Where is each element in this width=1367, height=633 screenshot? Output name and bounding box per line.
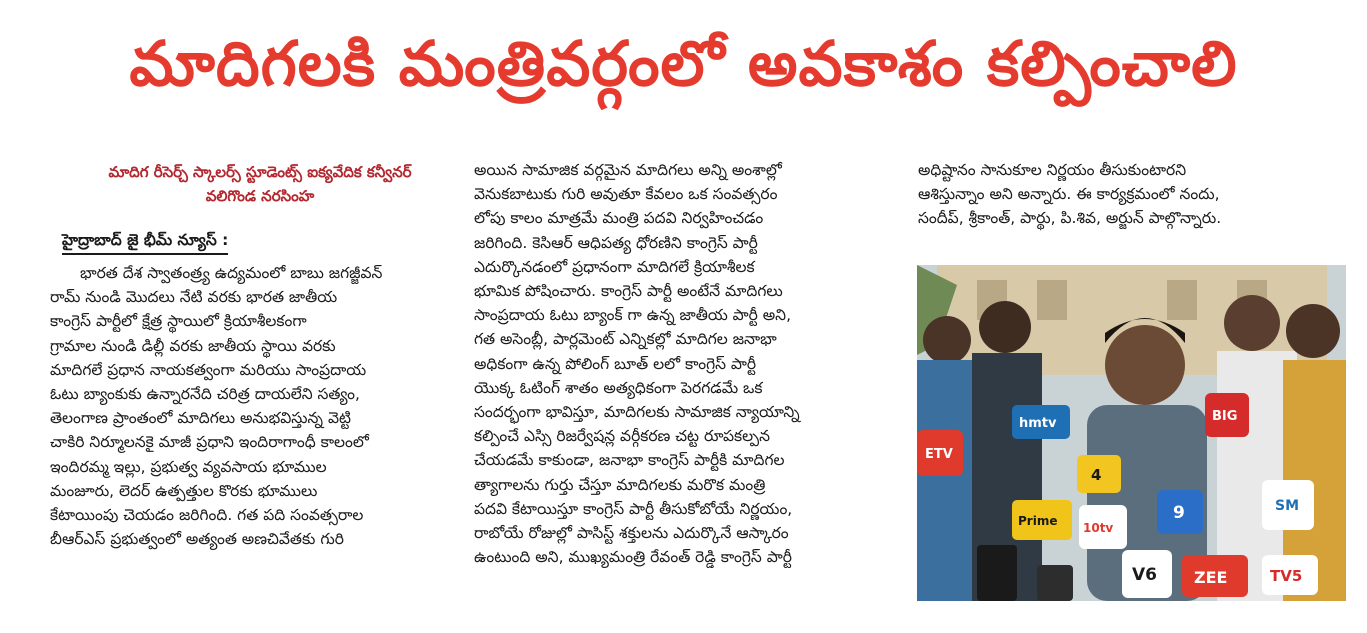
text-line: జరిగింది. కెసిఆర్ ఆధిపత్య ధోరణిని కాంగ్రెస్ పార్టీ <box>474 233 758 252</box>
mic-label-hmtv: hmtv <box>1019 416 1057 431</box>
column-3 <box>918 158 1358 231</box>
text-line: లోపు కాలం మాత్రమే మంత్రి పదవి నిర్వహించడం <box>474 209 764 228</box>
text-line: ఆశిస్తున్నాం అని అన్నారు. ఈ కార్యక్రమంలో నందు, <box>918 185 1220 204</box>
headline: మాదిగలకి మంత్రివర్గంలో అవకాశం కల్పించాలి <box>129 27 1238 100</box>
mic-label-sm: SM <box>1275 498 1300 514</box>
text-line: గత అసెంబ్లీ, పార్లమెంట్ ఎన్నికల్లో మాదిగల జనాభా <box>474 330 777 349</box>
person-head <box>1224 295 1280 351</box>
photo-window <box>1037 280 1067 320</box>
mic-label-10tv: 10tv <box>1083 521 1114 535</box>
mic-label-9: 9 <box>1173 503 1185 523</box>
text-line: బీఆర్ఎస్ ప్రభుత్వంలో అత్యంత అణచివేతకు గురి <box>50 530 344 549</box>
text-line: ఎదుర్కొనడంలో ప్రధానంగా మాదిగలే క్రియాశీలక <box>474 257 755 276</box>
text-line: చేయడమే కాకుండా, జనాభా కాంగ్రెస్ పార్టీకి మాదిగల <box>474 451 785 470</box>
text-line: గ్రామాల నుండి డిల్లీ వరకు జాతీయ స్థాయి వరకు <box>50 336 336 355</box>
text-line: సందర్భంగా భావిస్తూ, మాదిగలకు సామాజిక న్యాయాన్ని <box>474 403 800 422</box>
column-1-body <box>50 261 470 551</box>
mic-label-v6: V6 <box>1132 565 1157 585</box>
text-line: సందీప్, శ్రీకాంత్, పార్థు, పి.శివ, అర్జున్ పాల్గొన్నారు. <box>918 209 1222 228</box>
person-head <box>923 316 971 364</box>
text-line: ఓటు బ్యాంకుకు ఉన్నారనేది చరిత్ర దాయలేని సత్యం, <box>50 385 360 404</box>
mic-label-zee: ZEE <box>1194 568 1228 587</box>
text-line: తెలంగాణ ప్రాంతంలో మాదిగలు అనుభవిస్తున్న వెట్టి <box>50 409 351 428</box>
text-line: రామ్ నుండి మొదలు నేటి వరకు భారత జాతీయ <box>50 288 338 307</box>
press-photo-illustration <box>917 265 1346 601</box>
text-line: వెనుకబాటుకు గురి అవుతూ కేవలం ఒక సంవత్సరం <box>474 185 778 204</box>
text-line: యొక్క ఓటింగ్ శాతం అత్యధికంగా పెరగడమే ఒక <box>474 378 763 397</box>
text-line: ఉంటుంది అని, ముఖ్యమంత్రి రేవంత్ రెడ్డి కాంగ్రెస్ పార్టీ <box>474 548 792 567</box>
text-line: సాంప్రదాయ ఓటు బ్యాంక్ గా ఉన్న జాతీయ పార్టీ అని, <box>474 306 791 325</box>
text-line: కాంగ్రెస్ పార్టీలో క్షేత్ర స్థాయిలో క్రియాశీలకంగా <box>50 312 307 331</box>
text-line: భారత దేశ స్వాతంత్ర్య ఉద్యమంలో బాబు జగజ్జీవన్ <box>80 264 383 282</box>
subheading <box>50 160 470 208</box>
column-2 <box>474 158 904 569</box>
text-line: రాబోయే రోజుల్లో పాసిస్ట్ శక్తులను ఎదుర్కొనే ఆస్కారం <box>474 524 789 543</box>
mic-label-tv5: TV5 <box>1270 567 1303 585</box>
subheading-line: వలిగొండ నరసింహ <box>205 187 315 205</box>
text-line: పదవి కేటాయిస్తూ కాంగ్రెస్ పార్టీ తీసుకోబోయే నిర్ణయం, <box>474 499 793 518</box>
person-head <box>979 301 1031 353</box>
text-line: కల్పించే ఎస్సి రిజర్వేషన్ల వర్గీకరణ చట్ట రూపకల్పన <box>474 427 770 446</box>
photo-window <box>1167 280 1197 320</box>
text-line: చాకిరి నిర్మూలనకై మాజీ ప్రధాని ఇందిరాగాంధీ కాలంలో <box>50 433 369 452</box>
mic-label-4: 4 <box>1091 466 1102 484</box>
text-line: అధిష్టానం సానుకూల నిర్ణయం తీసుకుంటారని <box>918 161 1187 179</box>
mic-label-etv: ETV <box>925 447 953 462</box>
text-line: భూమిక పోషించారు. కాంగ్రెస్ పార్టీ అంటేనే మాదిగలు <box>474 282 783 301</box>
mic-generic <box>977 545 1017 601</box>
press-photo <box>917 265 1346 601</box>
mic-label-big: BIG <box>1212 409 1238 424</box>
speaker-head <box>1105 325 1185 405</box>
mic-generic <box>1037 565 1073 601</box>
text-line: కేటాయింపు చెయడం జరిగింది. గత పది సంవత్సరాల <box>50 506 364 525</box>
person-head <box>1286 304 1340 358</box>
dateline: హైద్రాబాద్ జై భీమ్ న్యూస్ : <box>62 228 228 255</box>
mic-label-prime: Prime <box>1018 514 1058 528</box>
text-line: మంజూరు, లెదర్ ఉత్పత్తుల కొరకు భూములు <box>50 481 318 500</box>
subheading-line: మాదిగ రీసెర్చ్ స్కాలర్స్ స్టూడెంట్స్ ఐక్యవేదిక కన్వీనర్ <box>108 163 412 181</box>
text-line: మాదిగలే ప్రధాన నాయకత్వంగా మరియు సాంప్రదాయ <box>50 360 367 379</box>
text-line: త్యాగాలను గుర్తు చేస్తూ మాదిగలకు మరొక మంత్రి <box>474 475 766 494</box>
text-line: అధికంగా ఉన్న పోలింగ్ బూత్ లలో కాంగ్రెస్ పార్టీ <box>474 354 757 373</box>
text-line: ఇందిరమ్మ ఇల్లు, ప్రభుత్వ వ్యవసాయ భూముల <box>50 457 327 476</box>
column-1 <box>50 160 470 551</box>
text-line: అయిన సామాజిక వర్గమైన మాదిగలు అన్ని అంశాల్లో <box>474 161 782 179</box>
